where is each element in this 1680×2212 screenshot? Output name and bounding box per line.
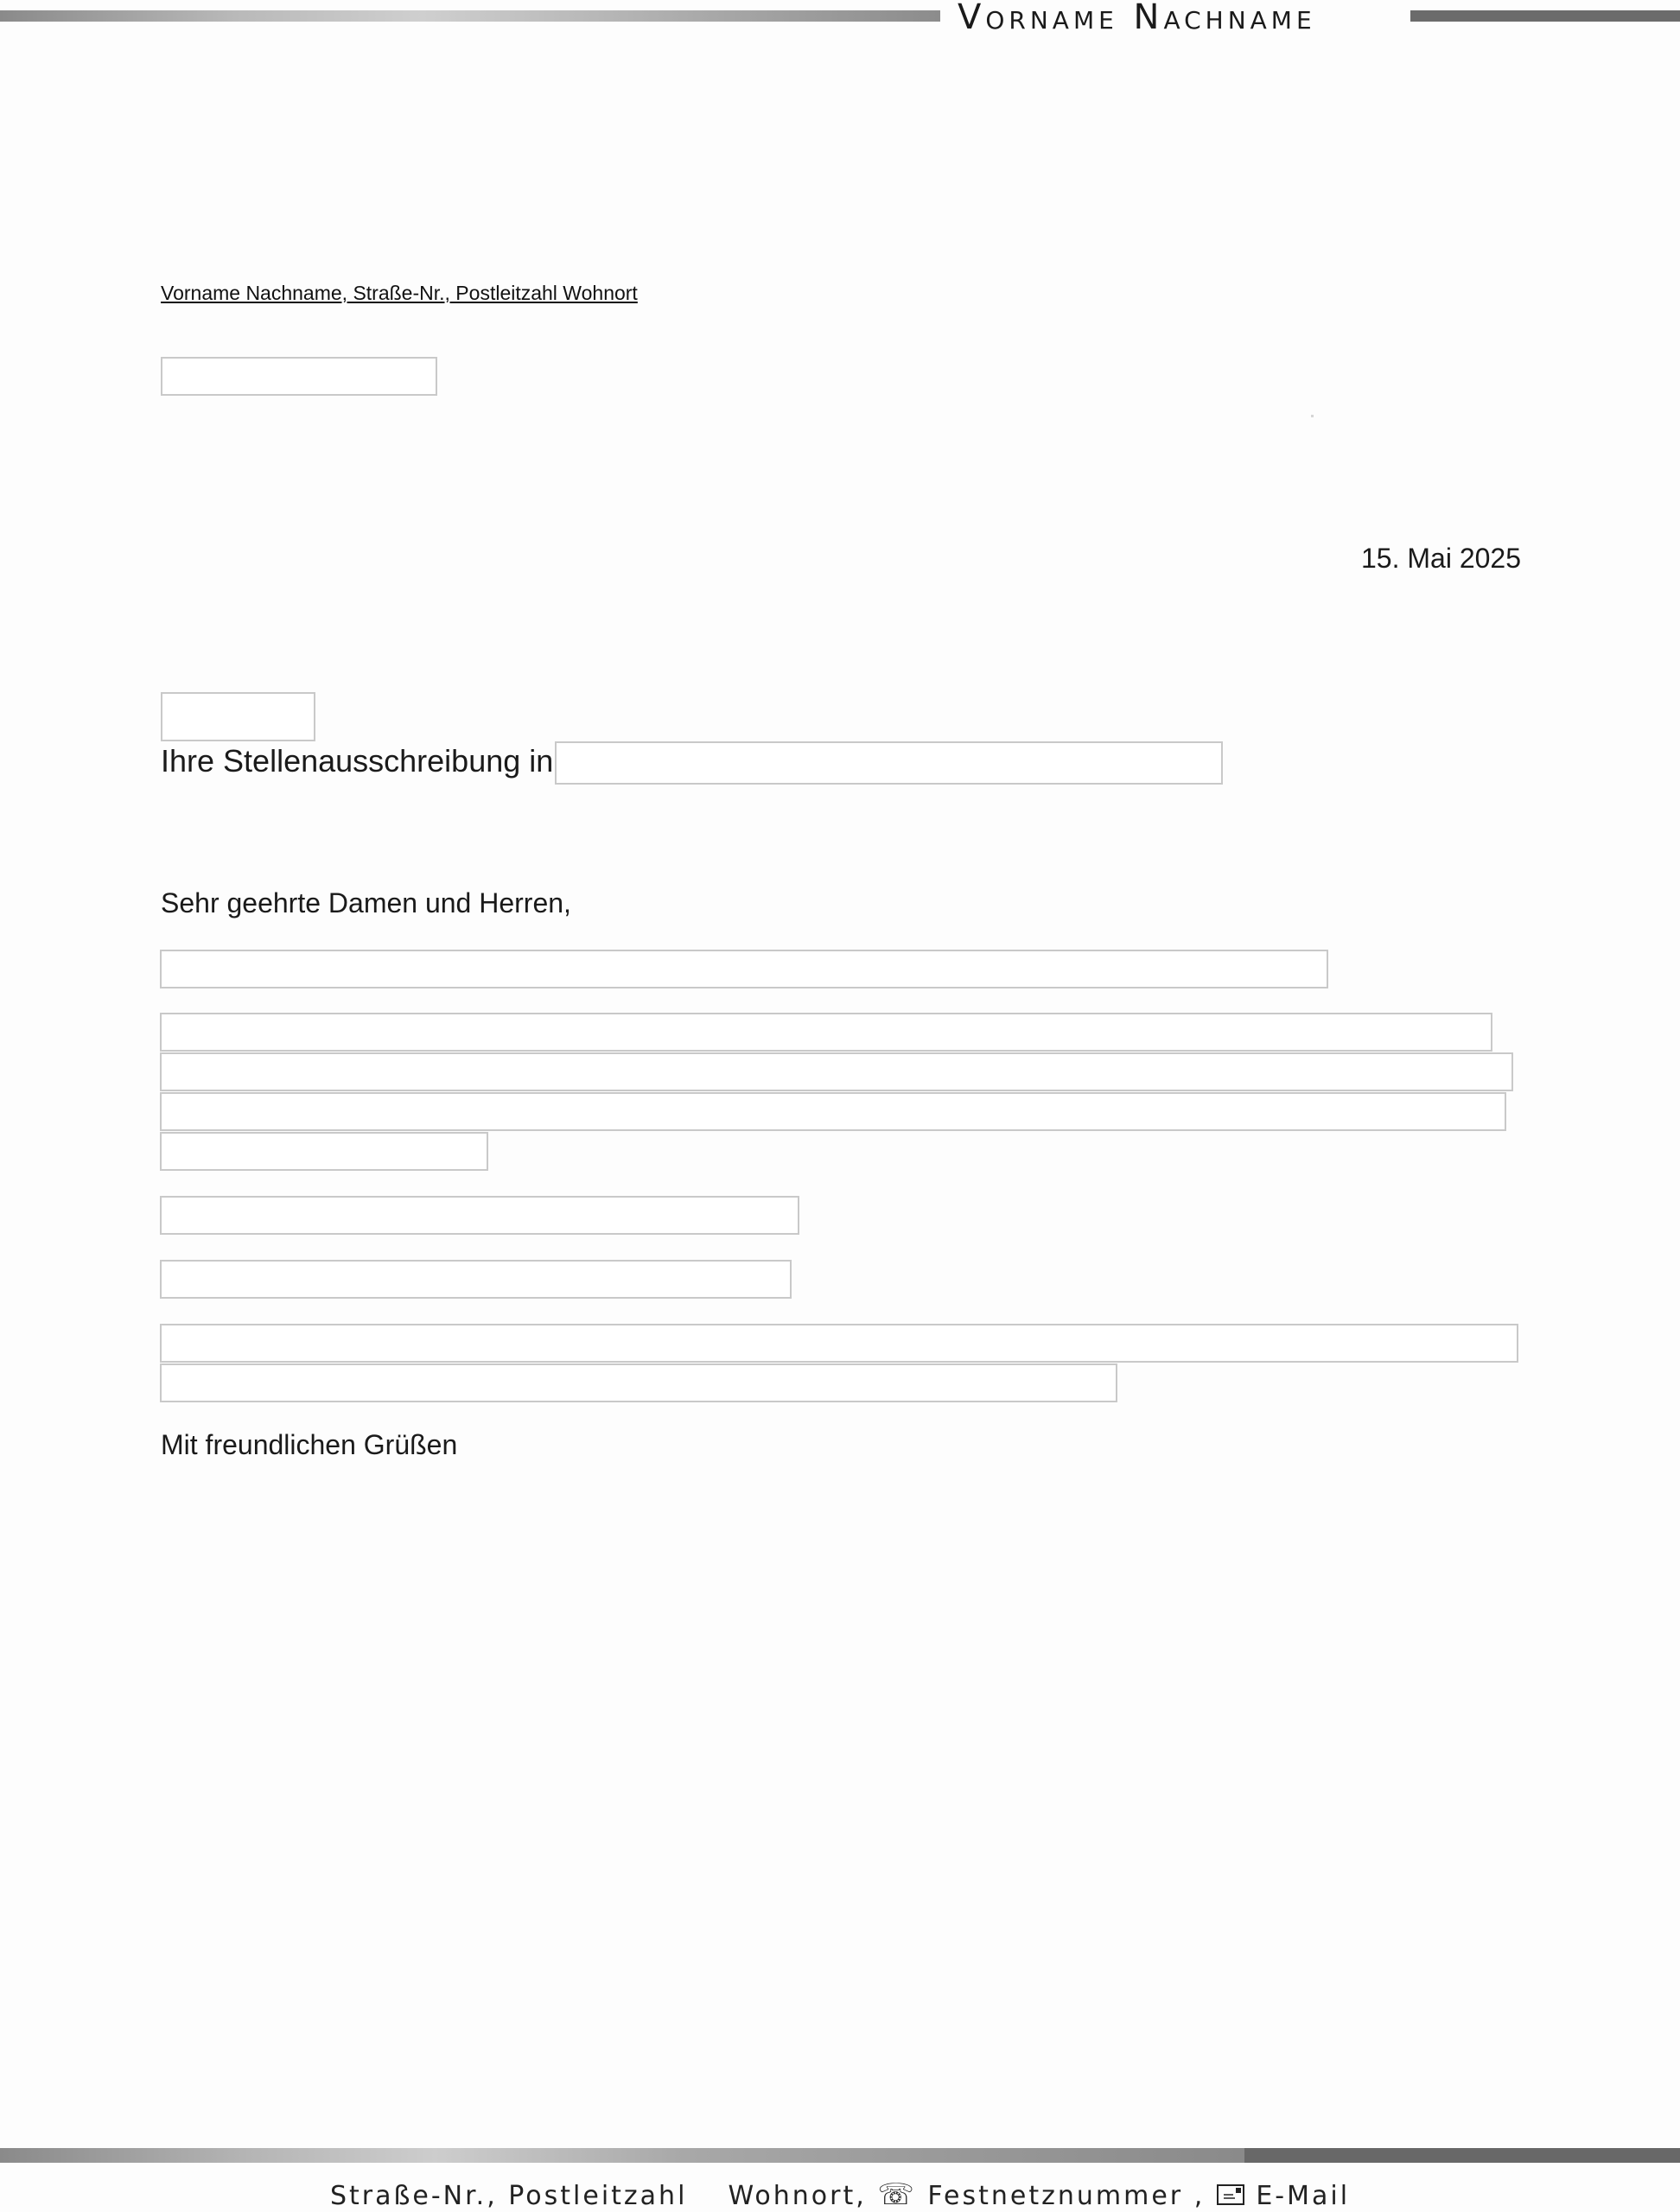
footer-city: Wohnort, [728, 2181, 867, 2211]
footer-address: Straße-Nr., Postleitzahl [329, 2181, 688, 2211]
footer-contact [0, 2177, 1680, 2212]
artifact-dot [1311, 415, 1314, 417]
footer-separator: , [1193, 2181, 1206, 2211]
subject-line: Ihre Stellenausschreibung in [161, 743, 554, 779]
footer-phone: Festnetznummer [927, 2181, 1184, 2211]
email-icon [1216, 2177, 1245, 2212]
footer-email: E-Mail [1256, 2181, 1351, 2211]
body-closing-line-1[interactable] [160, 1324, 1518, 1363]
phone-icon: ☏ [877, 2177, 917, 2212]
subject-source-field[interactable] [555, 741, 1223, 785]
body-intro-field[interactable] [160, 950, 1328, 988]
header-bar-left [0, 10, 940, 22]
recipient-address-field[interactable] [161, 357, 437, 396]
header-name: Vorname Nachname [958, 0, 1316, 37]
body-paragraph-line-2[interactable] [160, 1052, 1513, 1091]
body-paragraph-line-4[interactable] [160, 1132, 488, 1171]
salutation: Sehr geehrte Damen und Herren, [161, 887, 571, 918]
body-field-5[interactable] [160, 1196, 799, 1235]
body-paragraph-line-1[interactable] [160, 1013, 1492, 1052]
footer-bar-right [1244, 2148, 1680, 2163]
footer-bar-left [0, 2148, 1244, 2163]
body-field-6[interactable] [160, 1260, 792, 1299]
header-bar-right [1410, 10, 1680, 22]
sender-address-line: Vorname Nachname, Straße-Nr., Postleitzahl Wohnort [161, 282, 638, 304]
subject-prefix-field[interactable] [161, 692, 315, 741]
letter-date: 15. Mai 2025 [1360, 543, 1521, 574]
closing-greeting: Mit freundlichen Grüßen [161, 1429, 458, 1460]
body-closing-line-2[interactable] [160, 1363, 1117, 1402]
body-paragraph-line-3[interactable] [160, 1092, 1506, 1131]
